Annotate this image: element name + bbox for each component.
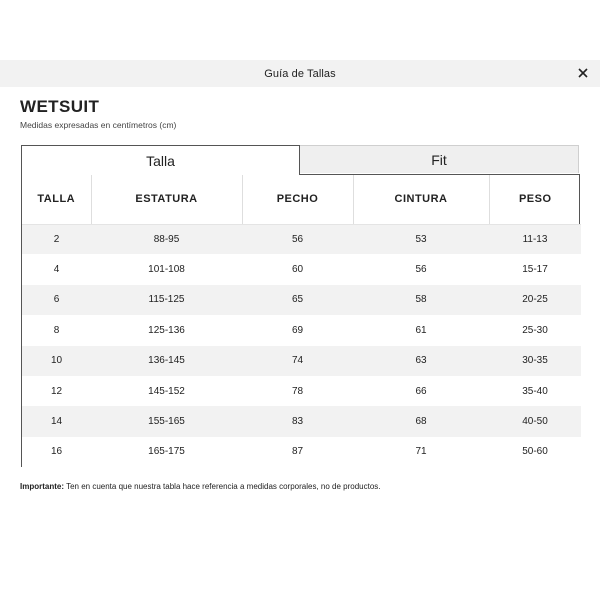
column-header-pecho: PECHO [242, 174, 353, 224]
table-cell: 83 [242, 406, 353, 436]
tab-bar [21, 145, 579, 175]
column-header-talla: TALLA [22, 174, 91, 224]
table-cell: 58 [353, 285, 489, 315]
table-cell: 136-145 [91, 346, 242, 376]
table-cell: 125-136 [91, 315, 242, 345]
table-cell: 6 [22, 285, 91, 315]
table-cell: 10 [22, 346, 91, 376]
table-cell: 63 [353, 346, 489, 376]
table-cell: 14 [22, 406, 91, 436]
table-cell: 65 [242, 285, 353, 315]
table-row [22, 224, 581, 254]
product-title: WETSUIT [20, 97, 100, 116]
modal-header [0, 60, 600, 87]
table-row [22, 406, 581, 436]
table-cell: 56 [353, 254, 489, 284]
table-cell: 87 [242, 437, 353, 467]
table-row [22, 254, 581, 284]
note-label: Importante: [20, 482, 64, 491]
column-header-estatura: ESTATURA [91, 174, 242, 224]
table-cell: 4 [22, 254, 91, 284]
important-note [20, 482, 381, 491]
table-cell: 74 [242, 346, 353, 376]
table-cell: 60 [242, 254, 353, 284]
column-header-cintura: CINTURA [353, 174, 489, 224]
size-table [22, 174, 581, 467]
table-cell: 66 [353, 376, 489, 406]
tab-talla[interactable]: Talla [21, 145, 300, 175]
table-cell: 15-17 [489, 254, 581, 284]
table-cell: 53 [353, 224, 489, 254]
close-button[interactable] [574, 64, 592, 82]
units-subtitle: Medidas expresadas en centímetros (cm) [20, 120, 177, 130]
size-table-container [21, 174, 580, 467]
table-header-row [22, 174, 581, 224]
table-row [22, 285, 581, 315]
table-row [22, 346, 581, 376]
table-cell: 115-125 [91, 285, 242, 315]
table-cell: 165-175 [91, 437, 242, 467]
table-cell: 50-60 [489, 437, 581, 467]
table-cell: 68 [353, 406, 489, 436]
table-cell: 40-50 [489, 406, 581, 436]
table-cell: 12 [22, 376, 91, 406]
close-icon [578, 68, 588, 78]
table-cell: 56 [242, 224, 353, 254]
table-cell: 71 [353, 437, 489, 467]
table-cell: 20-25 [489, 285, 581, 315]
table-cell: 88-95 [91, 224, 242, 254]
table-cell: 69 [242, 315, 353, 345]
table-row [22, 315, 581, 345]
table-cell: 61 [353, 315, 489, 345]
table-cell: 78 [242, 376, 353, 406]
tab-fit[interactable]: Fit [300, 145, 579, 173]
table-row [22, 437, 581, 467]
table-cell: 11-13 [489, 224, 581, 254]
table-cell: 35-40 [489, 376, 581, 406]
modal-title: Guía de Tallas [264, 67, 336, 80]
table-cell: 30-35 [489, 346, 581, 376]
table-cell: 101-108 [91, 254, 242, 284]
table-cell: 145-152 [91, 376, 242, 406]
table-cell: 8 [22, 315, 91, 345]
table-cell: 16 [22, 437, 91, 467]
note-text: Ten en cuenta que nuestra tabla hace referencia a medidas corporales, no de productos. [64, 482, 381, 491]
table-cell: 25-30 [489, 315, 581, 345]
table-cell: 2 [22, 224, 91, 254]
column-header-peso: PESO [489, 174, 581, 224]
table-row [22, 376, 581, 406]
table-cell: 155-165 [91, 406, 242, 436]
